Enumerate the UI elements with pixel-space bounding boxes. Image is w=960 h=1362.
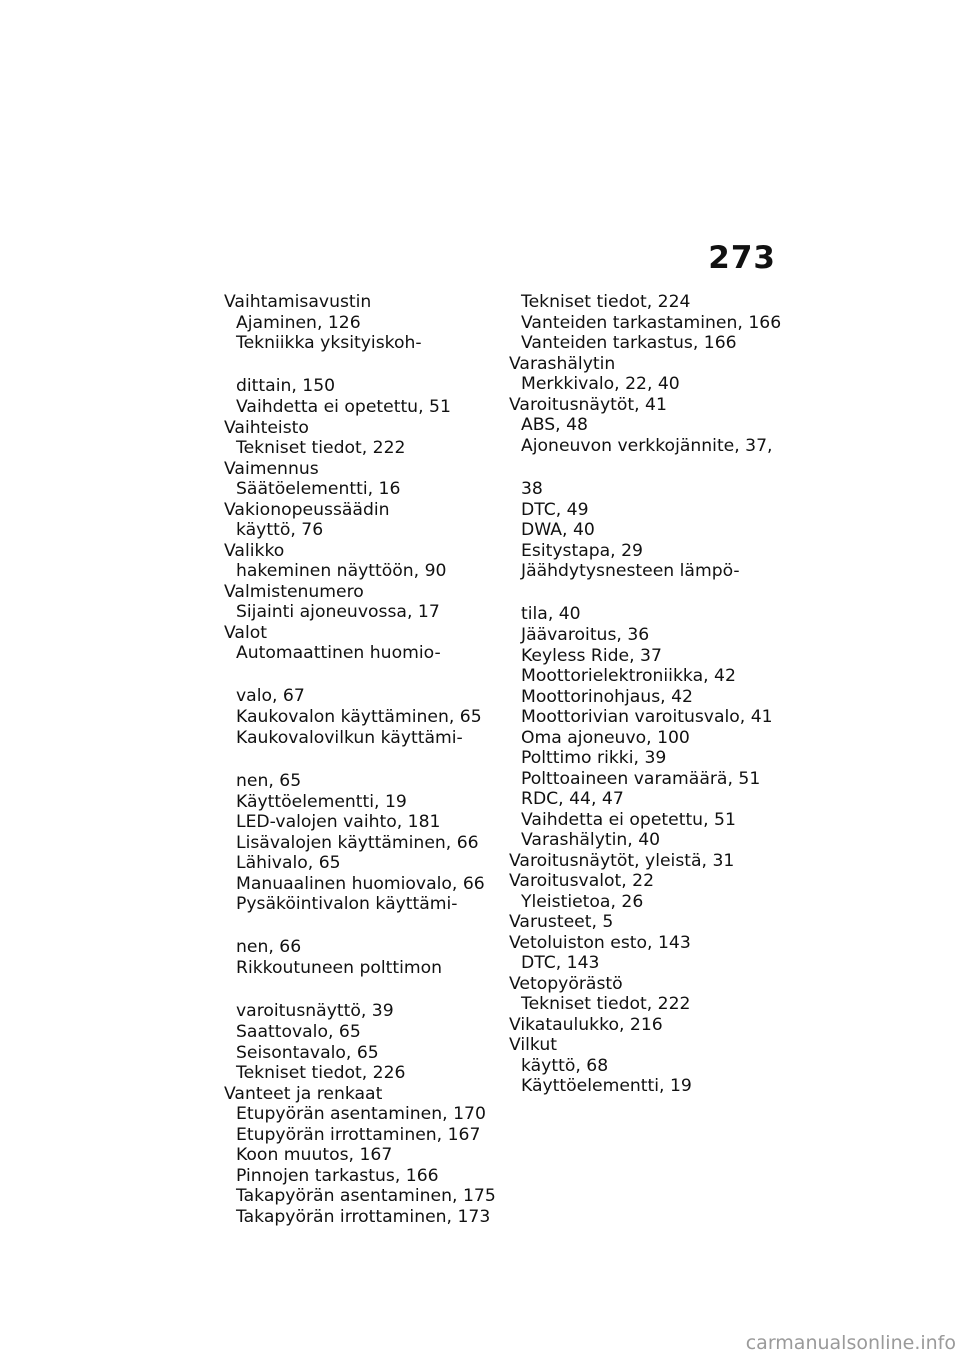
index-subentry: Esitystapa, 29 <box>521 540 643 561</box>
index-subentry: Polttoaineen varamäärä, 51 <box>521 768 761 789</box>
index-subentry: Tekniset tiedot, 222 <box>521 994 691 1014</box>
index-subentry: dittain, 150 <box>236 376 336 396</box>
index-subentry: Jäähdytysnesteen lämpö- <box>521 561 740 581</box>
index-subentry: Tekniikka yksityiskoh- <box>236 333 422 353</box>
index-subentry: Yleistietoa, 26 <box>521 891 644 912</box>
index-subentry: LED-valojen vaihto, 181 <box>236 812 441 832</box>
index-subentry: Lähivalo, 65 <box>236 853 341 873</box>
index-subentry: varoitusnäyttö, 39 <box>236 1001 394 1021</box>
index-subentry: Tekniset tiedot, 222 <box>236 438 406 458</box>
index-subentry: Pysäköintivalon käyttämi- <box>236 894 458 914</box>
index-subentry: käyttö, 68 <box>521 1055 609 1076</box>
index-subentry: Varashälytin, 40 <box>521 830 661 850</box>
index-subentry: Keyless Ride, 37 <box>521 645 662 666</box>
index-subentry: Ajaminen, 126 <box>236 312 361 333</box>
index-subentry: DTC, 143 <box>521 953 600 973</box>
index-subentry: 38 <box>521 478 543 499</box>
index-subentry: Seisontavalo, 65 <box>236 1042 379 1063</box>
index-subentry: Moottorinohjaus, 42 <box>521 686 693 707</box>
index-heading: Varusteet, 5 <box>509 912 614 932</box>
index-subentry: Vanteiden tarkastaminen, 166 <box>521 312 782 333</box>
index-subentry: Koon muutos, 167 <box>236 1145 393 1165</box>
index-subentry: Sijainti ajoneuvossa, 17 <box>236 602 440 622</box>
index-heading: Varashälytin <box>509 353 616 374</box>
index-subentry: Manuaalinen huomiovalo, 66 <box>236 873 485 894</box>
index-subentry: nen, 65 <box>236 770 302 791</box>
index-subentry: Merkkivalo, 22, 40 <box>521 374 680 394</box>
watermark-text: carmanualsonline.info <box>745 1332 956 1354</box>
index-subentry: Oma ajoneuvo, 100 <box>521 727 690 748</box>
index-column-left <box>224 292 504 1227</box>
index-heading: Valmistenumero <box>224 581 364 602</box>
index-heading: Vetopyörästö <box>509 973 623 994</box>
index-subentry: Polttimo rikki, 39 <box>521 748 667 768</box>
index-subentry: Ajoneuvon verkkojännite, 37, <box>521 435 773 456</box>
index-subentry: Moottorielektroniikka, 42 <box>521 666 736 686</box>
index-column-right <box>509 292 789 1097</box>
index-heading: Varoitusnäytöt, yleistä, 31 <box>509 850 735 871</box>
index-subentry: Rikkoutuneen polttimon <box>236 958 443 978</box>
index-heading: Valikko <box>224 540 285 561</box>
index-subentry: Takapyörän asentaminen, 175 <box>236 1186 496 1206</box>
index-subentry: nen, 66 <box>236 937 302 957</box>
index-subentry: Kaukovalovilkun käyttämi- <box>236 727 463 748</box>
index-heading: Vaimennus <box>224 458 319 479</box>
index-heading: Vaihtamisavustin <box>224 292 372 312</box>
index-subentry: käyttö, 76 <box>236 520 324 540</box>
index-subentry: Automaattinen huomio- <box>236 643 441 663</box>
index-subentry: RDC, 44, 47 <box>521 789 624 809</box>
index-subentry: Etupyörän irrottaminen, 167 <box>236 1124 481 1145</box>
index-subentry: Etupyörän asentaminen, 170 <box>236 1104 486 1124</box>
index-heading: Varoitusvalot, 22 <box>509 871 655 891</box>
index-subentry: Käyttöelementti, 19 <box>236 791 407 812</box>
index-subentry: Takapyörän irrottaminen, 173 <box>236 1206 491 1227</box>
index-heading: Valot <box>224 622 267 643</box>
index-subentry: Käyttöelementti, 19 <box>521 1076 692 1096</box>
index-subentry: DWA, 40 <box>521 520 595 540</box>
index-subentry: Tekniset tiedot, 224 <box>521 292 691 312</box>
index-heading: Vilkut <box>509 1035 557 1055</box>
index-heading: Vetoluiston esto, 143 <box>509 932 691 953</box>
index-heading: Varoitusnäytöt, 41 <box>509 394 667 415</box>
index-subentry: Saattovalo, 65 <box>236 1022 361 1042</box>
index-subentry: Moottorivian varoitusvalo, 41 <box>521 707 773 727</box>
index-subentry: Vaihdetta ei opetettu, 51 <box>521 809 736 830</box>
index-heading: Vakionopeussäädin <box>224 499 390 520</box>
index-subentry: DTC, 49 <box>521 499 589 520</box>
index-subentry: Vaihdetta ei opetettu, 51 <box>236 397 451 417</box>
index-heading: Vanteet ja renkaat <box>224 1083 383 1104</box>
index-subentry: Tekniset tiedot, 226 <box>236 1063 406 1083</box>
index-subentry: Jäävaroitus, 36 <box>521 625 650 645</box>
index-heading: Vaihteisto <box>224 417 309 438</box>
index-heading: Vikataulukko, 216 <box>509 1014 663 1035</box>
index-subentry: Säätöelementti, 16 <box>236 479 401 499</box>
index-subentry: Kaukovalon käyttäminen, 65 <box>236 707 482 727</box>
index-subentry: tila, 40 <box>521 604 581 624</box>
index-subentry: ABS, 48 <box>521 415 588 435</box>
index-subentry: Pinnojen tarkastus, 166 <box>236 1165 439 1186</box>
index-subentry: Lisävalojen käyttäminen, 66 <box>236 832 479 853</box>
index-subentry: hakeminen näyttöön, 90 <box>236 561 447 581</box>
page-number: 273 <box>708 240 776 276</box>
index-subentry: valo, 67 <box>236 686 305 706</box>
index-subentry: Vanteiden tarkastus, 166 <box>521 333 737 353</box>
